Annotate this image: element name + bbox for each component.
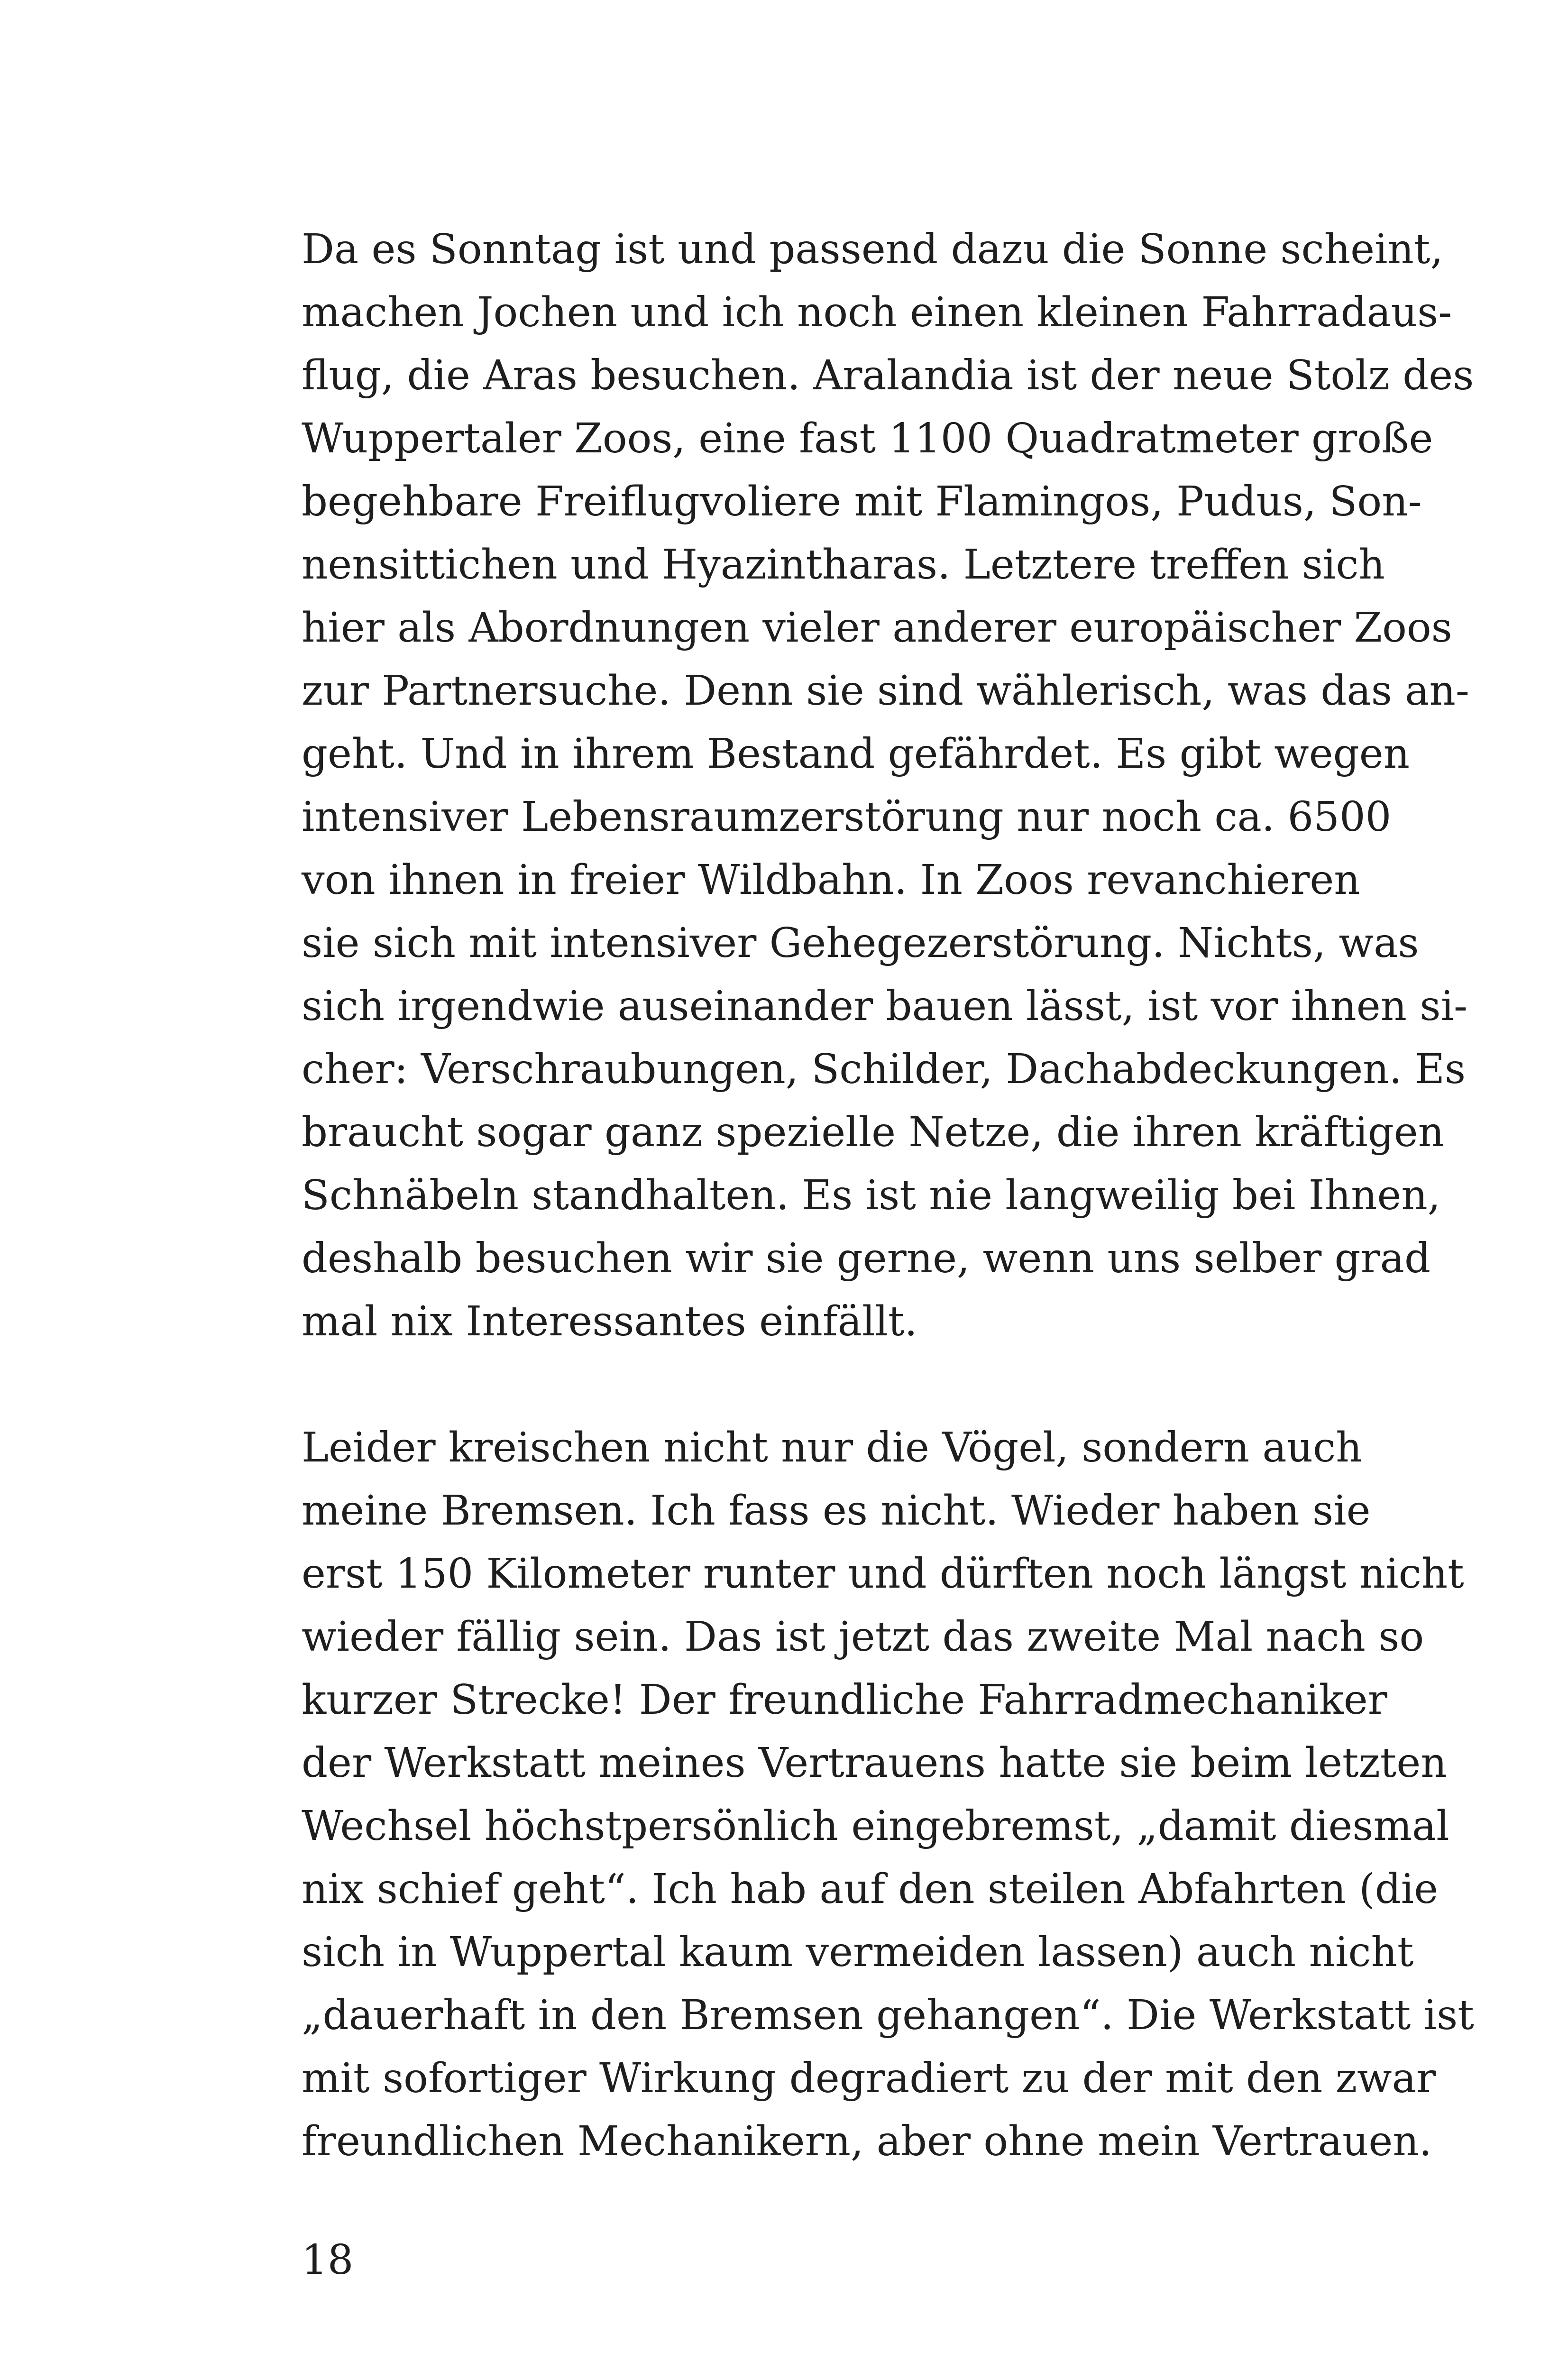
text-line: kurzer Strecke! Der freundliche Fahrradmechaniker — [302, 1676, 1387, 1724]
text-line: wieder fällig sein. Das ist jetzt das zweite Mal nach so — [302, 1613, 1424, 1661]
text-line: Wuppertaler Zoos, eine fast 1100 Quadratmeter große — [302, 415, 1433, 462]
text-line: meine Bremsen. Ich fass es nicht. Wieder haben sie — [302, 1487, 1371, 1535]
paragraph-1 — [302, 218, 1474, 1353]
text-line: von ihnen in freier Wildbahn. In Zoos revanchieren — [302, 856, 1360, 904]
text-line: nensittichen und Hyazintharas. Letztere treffen sich — [302, 541, 1385, 588]
body-text — [302, 218, 1474, 2173]
text-line: „dauerhaft in den Bremsen gehangen“. Die Werkstatt ist — [302, 1992, 1474, 2039]
text-line: mal nix Interessantes einfällt. — [302, 1298, 917, 1345]
text-line: Da es Sonntag ist und passend dazu die Sonne scheint, — [302, 226, 1443, 273]
text-line: flug, die Aras besuchen. Aralandia ist der neue Stolz des — [302, 352, 1474, 399]
text-line: hier als Abordnungen vieler anderer europäischer Zoos — [302, 604, 1452, 652]
text-line: Wechsel höchstpersönlich eingebremst, „damit diesmal — [302, 1802, 1449, 1850]
text-line: freundlichen Mechanikern, aber ohne mein Vertrauen. — [302, 2118, 1432, 2165]
paragraph-spacer — [302, 1353, 1320, 1416]
page-number: 18 — [302, 2236, 354, 2284]
text-line: nix schief geht“. Ich hab auf den steilen Abfahrten (die — [302, 1866, 1439, 1913]
text-line: der Werkstatt meines Vertrauens hatte sie beim letzten — [302, 1739, 1447, 1787]
text-line: sich irgendwie auseinander bauen lässt, ist vor ihnen si- — [302, 983, 1468, 1030]
text-line: sich in Wuppertal kaum vermeiden lassen) auch nicht — [302, 1929, 1414, 1976]
text-line: sie sich mit intensiver Gehegezerstörung. Nichts, was — [302, 919, 1419, 967]
text-line: erst 150 Kilometer runter und dürften noch längst nicht — [302, 1550, 1464, 1598]
text-line: braucht sogar ganz spezielle Netze, die ihren kräftigen — [302, 1109, 1445, 1156]
text-line: Leider kreischen nicht nur die Vögel, sondern auch — [302, 1424, 1362, 1471]
text-line: deshalb besuchen wir sie gerne, wenn uns selber grad — [302, 1235, 1430, 1282]
text-line: zur Partnersuche. Denn sie sind wählerisch, was das an- — [302, 667, 1469, 715]
text-line: Schnäbeln standhalten. Es ist nie langweilig bei Ihnen, — [302, 1172, 1441, 1219]
text-line: mit sofortiger Wirkung degradiert zu der mit den zwar — [302, 2055, 1436, 2102]
text-line: geht. Und in ihrem Bestand gefährdet. Es gibt wegen — [302, 730, 1410, 778]
text-line: cher: Verschraubungen, Schilder, Dachabdeckungen. Es — [302, 1046, 1466, 1093]
paragraph-2 — [302, 1416, 1474, 2173]
text-line: begehbare Freiflugvoliere mit Flamingos, Pudus, Son- — [302, 478, 1422, 525]
text-line: intensiver Lebensraumzerstörung nur noch ca. 6500 — [302, 793, 1392, 841]
text-line: machen Jochen und ich noch einen kleinen Fahrradaus- — [302, 289, 1452, 336]
